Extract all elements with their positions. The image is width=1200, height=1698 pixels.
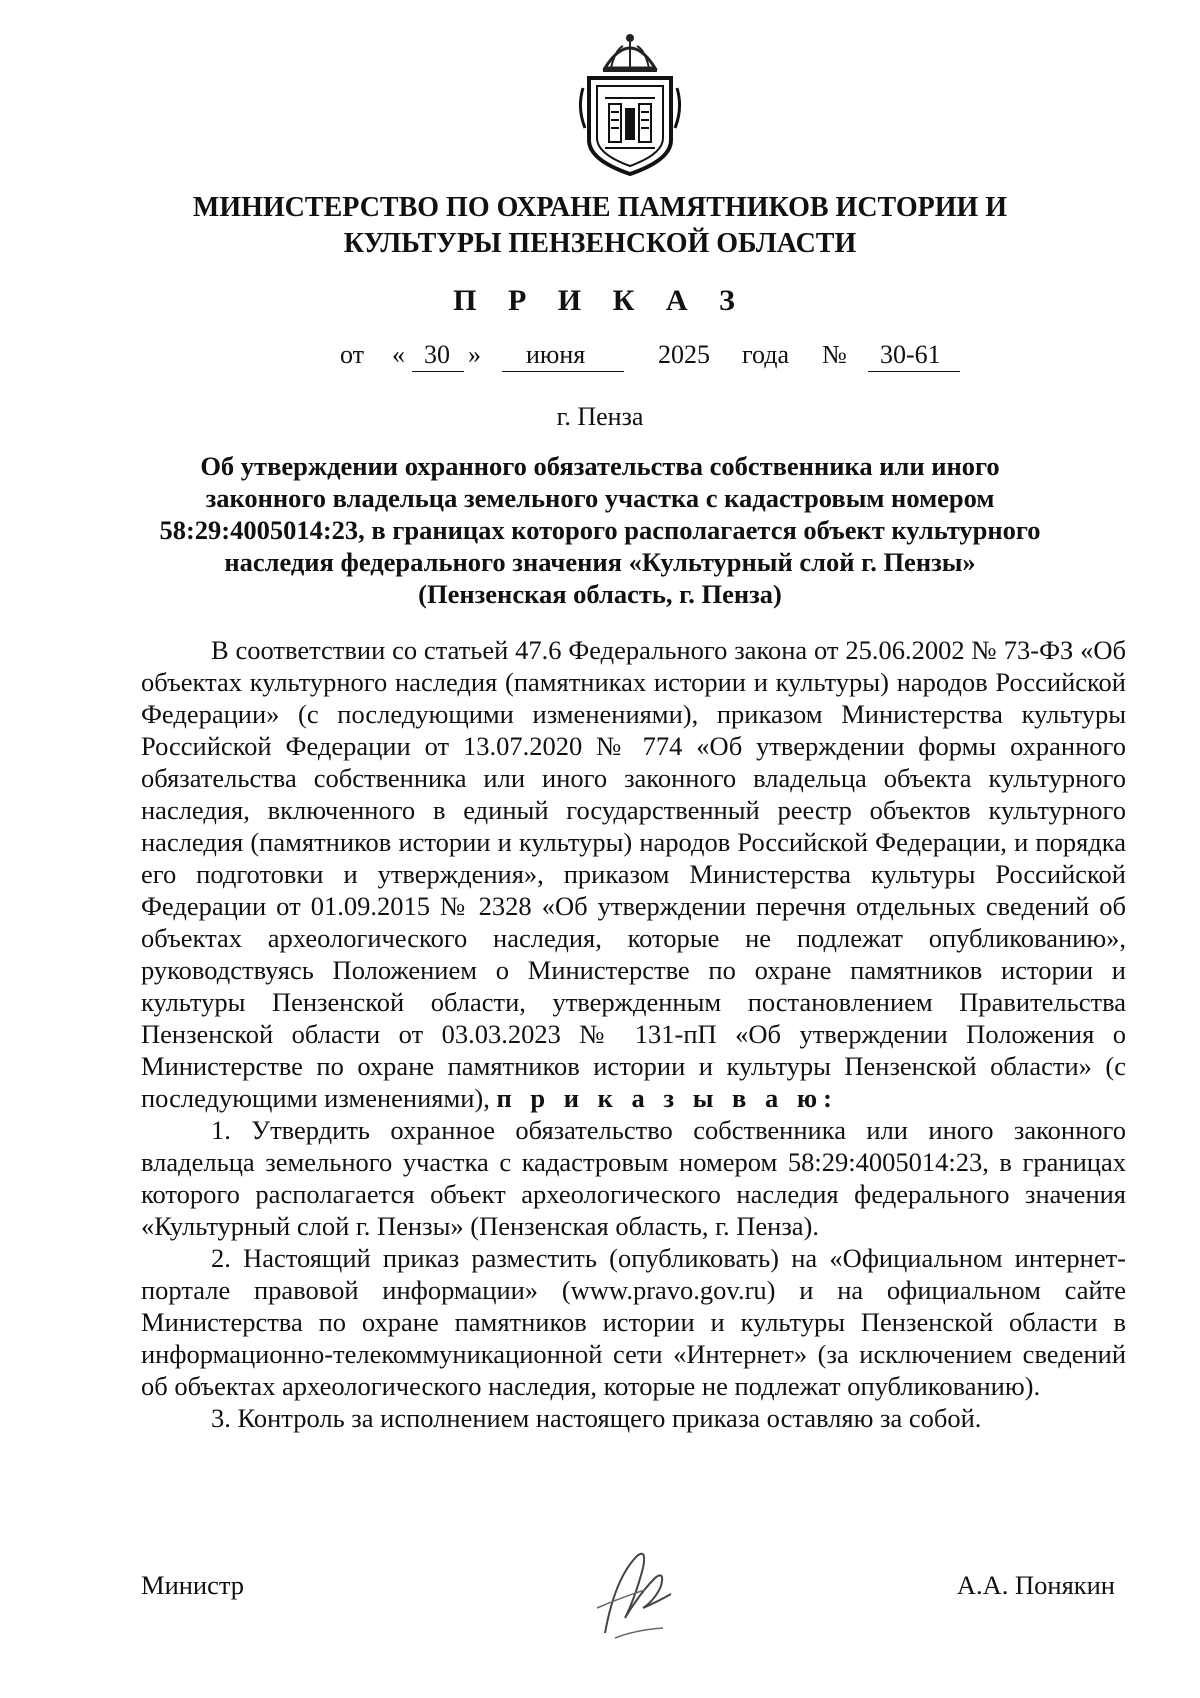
subject-line-4: наследия федерального значения «Культурный слой г. Пензы»	[224, 547, 976, 577]
order-subject	[150, 450, 1050, 610]
preamble-text: В соответствии со статьей 47.6 Федерального закона от 25.06.2002 № 73-ФЗ «Об объектах культурного наследия (памятниках истории и культуры) народов Российской Федерации» (с последующими изменениями), приказом Министерства культуры Российской Федерации от 13.07.2020 № 774 «Об утверждении формы охранного обязательства собственника или иного законного владельца объекта культурного наследия, включенного в единый государственный реестр объектов культурного наследия (памятников истории и культуры) народов Российской Федерации, и порядка его подготовки и утверждения», приказом Министерства культуры Российской Федерации от 01.09.2015 № 2328 «Об утверждении перечня отдельных сведений об объектах археологического наследия, которые не подлежат опубликованию», руководствуясь Положением о Министерстве по охране памятников истории и культуры Пензенской области, утвержденным постановлением Правительства Пензенской области от 03.03.2023 № 131-пП «Об утверждении Положения о Министерстве по охране памятников истории и культуры Пензенской области» (с последующими изменениями),	[141, 635, 1126, 1113]
month-underline	[502, 371, 624, 372]
ministry-name	[160, 190, 1040, 262]
year-word: года	[742, 340, 790, 369]
penza-coat-of-arms-icon	[575, 28, 685, 178]
quote-close: »	[468, 340, 481, 369]
order-year: 2025	[658, 340, 710, 369]
preamble-paragraph	[141, 634, 1126, 1114]
ministry-line-2: КУЛЬТУРЫ ПЕНЗЕНСКОЙ ОБЛАСТИ	[343, 228, 857, 259]
number-underline	[868, 371, 960, 372]
item-1: 1. Утвердить охранное обязательство собственника или иного законного владельца земельного участка с кадастровым номером 58:29:4005014:23, в границах которого располагается объект археологического наследия федерального значения «Культурный слой г. Пензы» (Пензенская область, г. Пенза).	[141, 1115, 1126, 1241]
city: г. Пенза	[556, 402, 644, 431]
subject-line-2: законного владельца земельного участка с кадастровым номером	[205, 483, 995, 513]
order-day: 30	[424, 340, 450, 369]
order-number: 30-61	[880, 340, 941, 369]
ministry-line-1: МИНИСТЕРСТВО ПО ОХРАНЕ ПАМЯТНИКОВ ИСТОРИИ И	[192, 192, 1008, 223]
signer-role: Министр	[141, 1570, 245, 1600]
item-3: 3. Контроль за исполнением настоящего приказа оставляю за собой.	[211, 1403, 982, 1433]
document-type: П Р И К А З	[453, 284, 747, 317]
order-body	[141, 634, 1126, 1434]
subject-line-1: Об утверждении охранного обязательства собственника или иного	[200, 451, 1000, 481]
subject-line-3: 58:29:4005014:23, в границах которого располагается объект культурного	[159, 515, 1041, 545]
day-underline	[412, 371, 464, 372]
item-2: 2. Настоящий приказ разместить (опубликовать) на «Официальном интернет-портале правовой информации» (www.pravo.gov.ru) и на официальном сайте Министерства по охране памятников истории и культуры Пензенской области в информационно-телекоммуникационной сети «Интернет» (за исключением сведений об объектах археологического наследия, которые не подлежат опубликованию).	[141, 1243, 1126, 1401]
subject-line-5: (Пензенская область, г. Пенза)	[418, 579, 782, 609]
from-word: от	[340, 340, 365, 369]
quote-open: «	[392, 340, 405, 369]
order-word: п р и к а з ы в а ю:	[496, 1083, 838, 1113]
number-sign: №	[822, 340, 847, 369]
handwritten-signature-icon	[585, 1538, 685, 1648]
signer-name: А.А. Понякин	[956, 1570, 1115, 1600]
order-month: июня	[526, 340, 586, 369]
